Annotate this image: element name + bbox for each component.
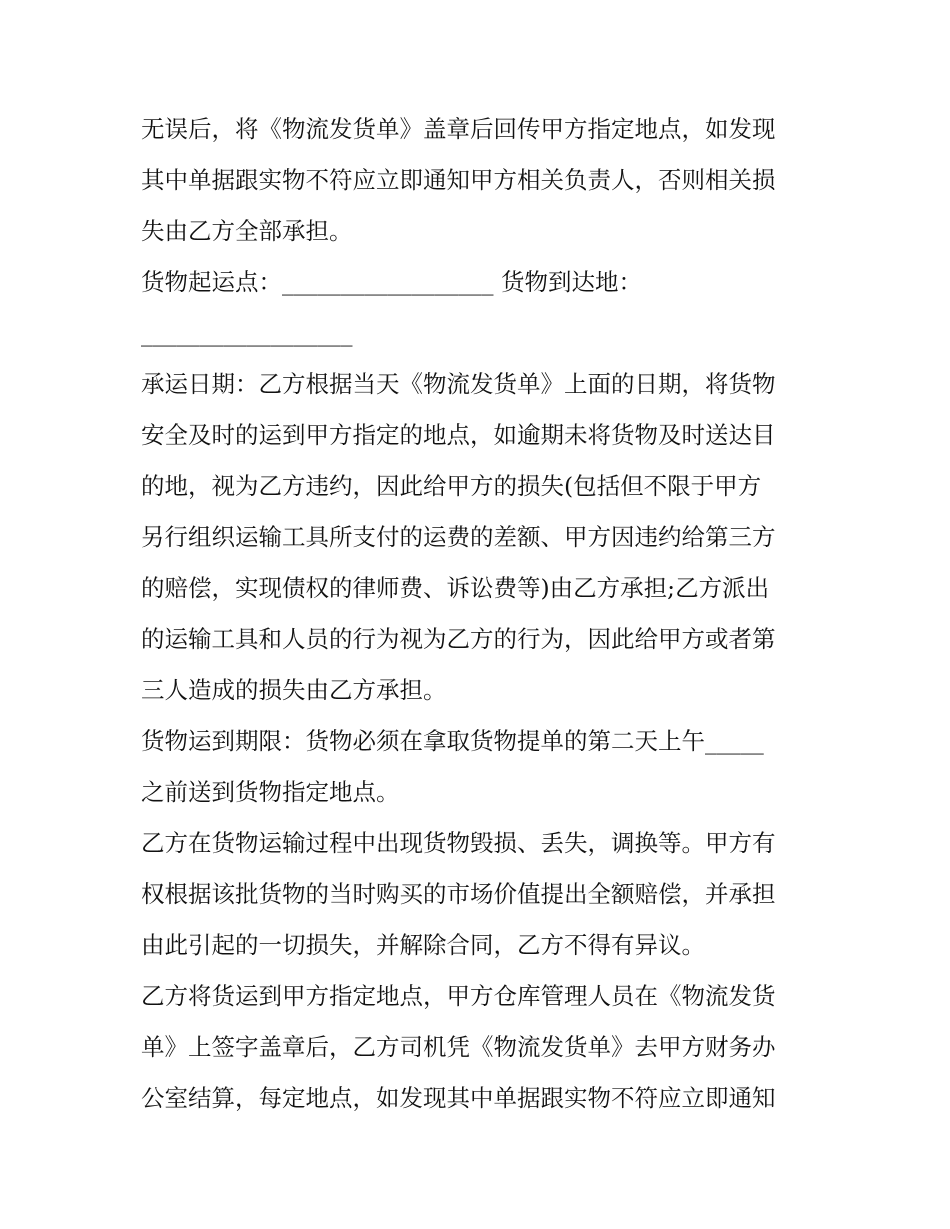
text-line-17: 由此引起的一切损失，并解除合同，乙方不得有异议。 [141,931,705,959]
text-line-15: 乙方在货物运输过程中出现货物毁损、丢失，调换等。甲方有 [141,829,776,857]
text-line-12: 三人造成的损失由乙方承担。 [141,676,447,704]
text-line-3: 失由乙方全部承担。 [141,217,353,245]
text-line-5: __________________ [141,319,353,347]
text-line-20: 公室结算，每定地点，如发现其中单据跟实物不符应立即通知 [141,1084,776,1112]
text-line-4: 货物起运点：__________________ 货物到达地： [141,268,642,296]
text-line-13: 货物运到期限：货物必须在拿取货物提单的第二天上午_____ [141,727,764,755]
text-line-8: 的地，视为乙方违约，因此给甲方的损失(包括但不限于甲方 [141,472,762,500]
text-line-18: 乙方将货运到甲方指定地点，甲方仓库管理人员在《物流发货 [141,982,776,1010]
text-line-1: 无误后，将《物流发货单》盖章后回传甲方指定地点，如发现 [141,115,776,143]
text-line-10: 的赔偿，实现债权的律师费、诉讼费等)由乙方承担;乙方派出 [141,574,770,602]
text-line-16: 权根据该批货物的当时购买的市场价值提出全额赔偿，并承担 [141,880,776,908]
text-line-7: 安全及时的运到甲方指定的地点，如逾期未将货物及时送达目 [141,421,776,449]
text-line-14: 之前送到货物指定地点。 [141,778,400,806]
text-line-9: 另行组织运输工具所支付的运费的差额、甲方因违约给第三方 [141,523,776,551]
document-body [141,104,813,1124]
text-line-6: 承运日期：乙方根据当天《物流发货单》上面的日期，将货物 [141,370,776,398]
text-line-19: 单》上签字盖章后，乙方司机凭《物流发货单》去甲方财务办 [141,1033,776,1061]
text-line-11: 的运输工具和人员的行为视为乙方的行为，因此给甲方或者第 [141,625,776,653]
text-line-2: 其中单据跟实物不符应立即通知甲方相关负责人，否则相关损 [141,166,776,194]
